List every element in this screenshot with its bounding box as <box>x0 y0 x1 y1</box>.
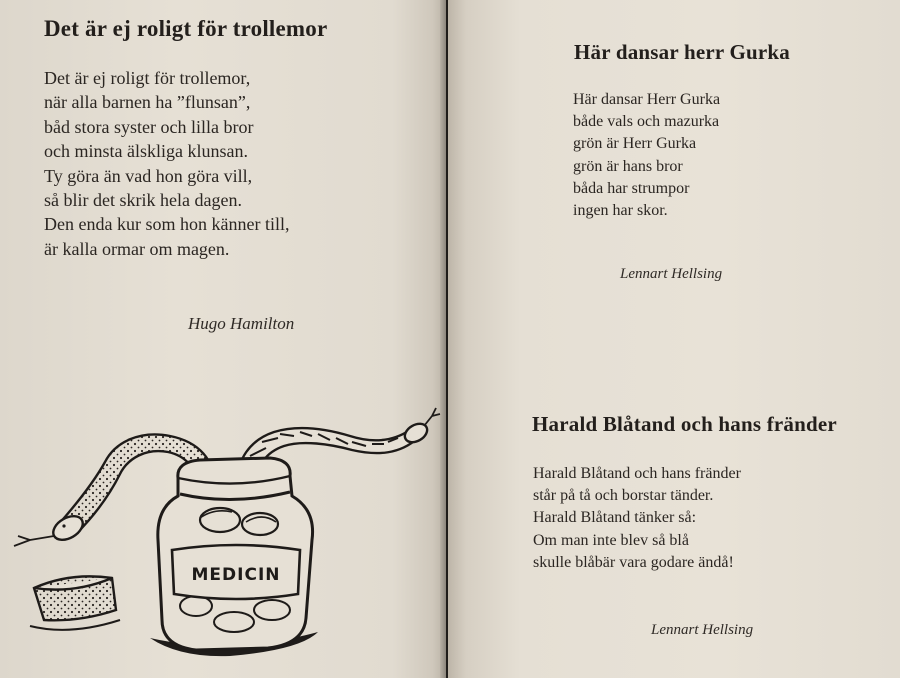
verse-line: grön är hans bror <box>573 157 683 175</box>
poem-verse-trollemor <box>44 66 289 261</box>
verse-line: Det är ej roligt för trollemor, <box>44 68 251 88</box>
verse-line: och minsta älskliga klunsan. <box>44 141 248 162</box>
medicine-jar-icon <box>158 458 313 650</box>
right-page <box>448 0 900 678</box>
verse-line: båda har strumpor <box>573 179 690 197</box>
poem-verse-harald-blatand <box>533 463 741 574</box>
verse-line: är kalla ormar om magen. <box>44 238 230 259</box>
verse-line: när alla barnen ha ”flunsan”, <box>44 92 251 113</box>
verse-line: Den enda kur som hon känner till, <box>44 214 290 235</box>
cheese-wedge-icon <box>30 576 120 629</box>
verse-line: Om man inte blev så blå <box>533 531 689 549</box>
verse-line: ingen har skor. <box>573 202 668 220</box>
left-page <box>0 0 446 678</box>
verse-line: Här dansar Herr Gurka <box>573 91 721 108</box>
verse-line: så blir det skrik hela dagen. <box>44 190 242 211</box>
verse-line: Harald Blåtand tänker så: <box>533 509 697 527</box>
verse-line: Ty göra än vad hon göra vill, <box>44 165 253 186</box>
verse-line: grön är Herr Gurka <box>573 135 697 153</box>
poem-author-lennart-hellsing: Lennart Hellsing <box>651 622 754 638</box>
verse-line: står på tå och borstar tänder. <box>533 487 714 505</box>
poem-author-hugo-hamilton: Hugo Hamilton <box>188 314 295 333</box>
snake-medicine-jar-illustration <box>0 400 446 678</box>
poem-title-harald-blatand: Harald Blåtand och hans fränder <box>532 412 837 436</box>
illustration-drawing <box>0 400 446 678</box>
verse-line: Harald Blåtand och hans fränder <box>533 465 741 482</box>
verse-line: skulle blåbär vara godare ändå! <box>533 553 734 571</box>
jar-label-text: MEDICIN <box>191 565 281 585</box>
poem-author-lennart-hellsing: Lennart Hellsing <box>620 266 723 282</box>
poem-title-gurka: Här dansar herr Gurka <box>574 40 790 64</box>
verse-line: både vals och mazurka <box>573 113 720 131</box>
verse-line: båd stora syster och lilla bror <box>44 116 254 137</box>
poem-title-trollemor: Det är ej roligt för trollemor <box>44 16 328 41</box>
poem-verse-gurka <box>573 89 720 222</box>
